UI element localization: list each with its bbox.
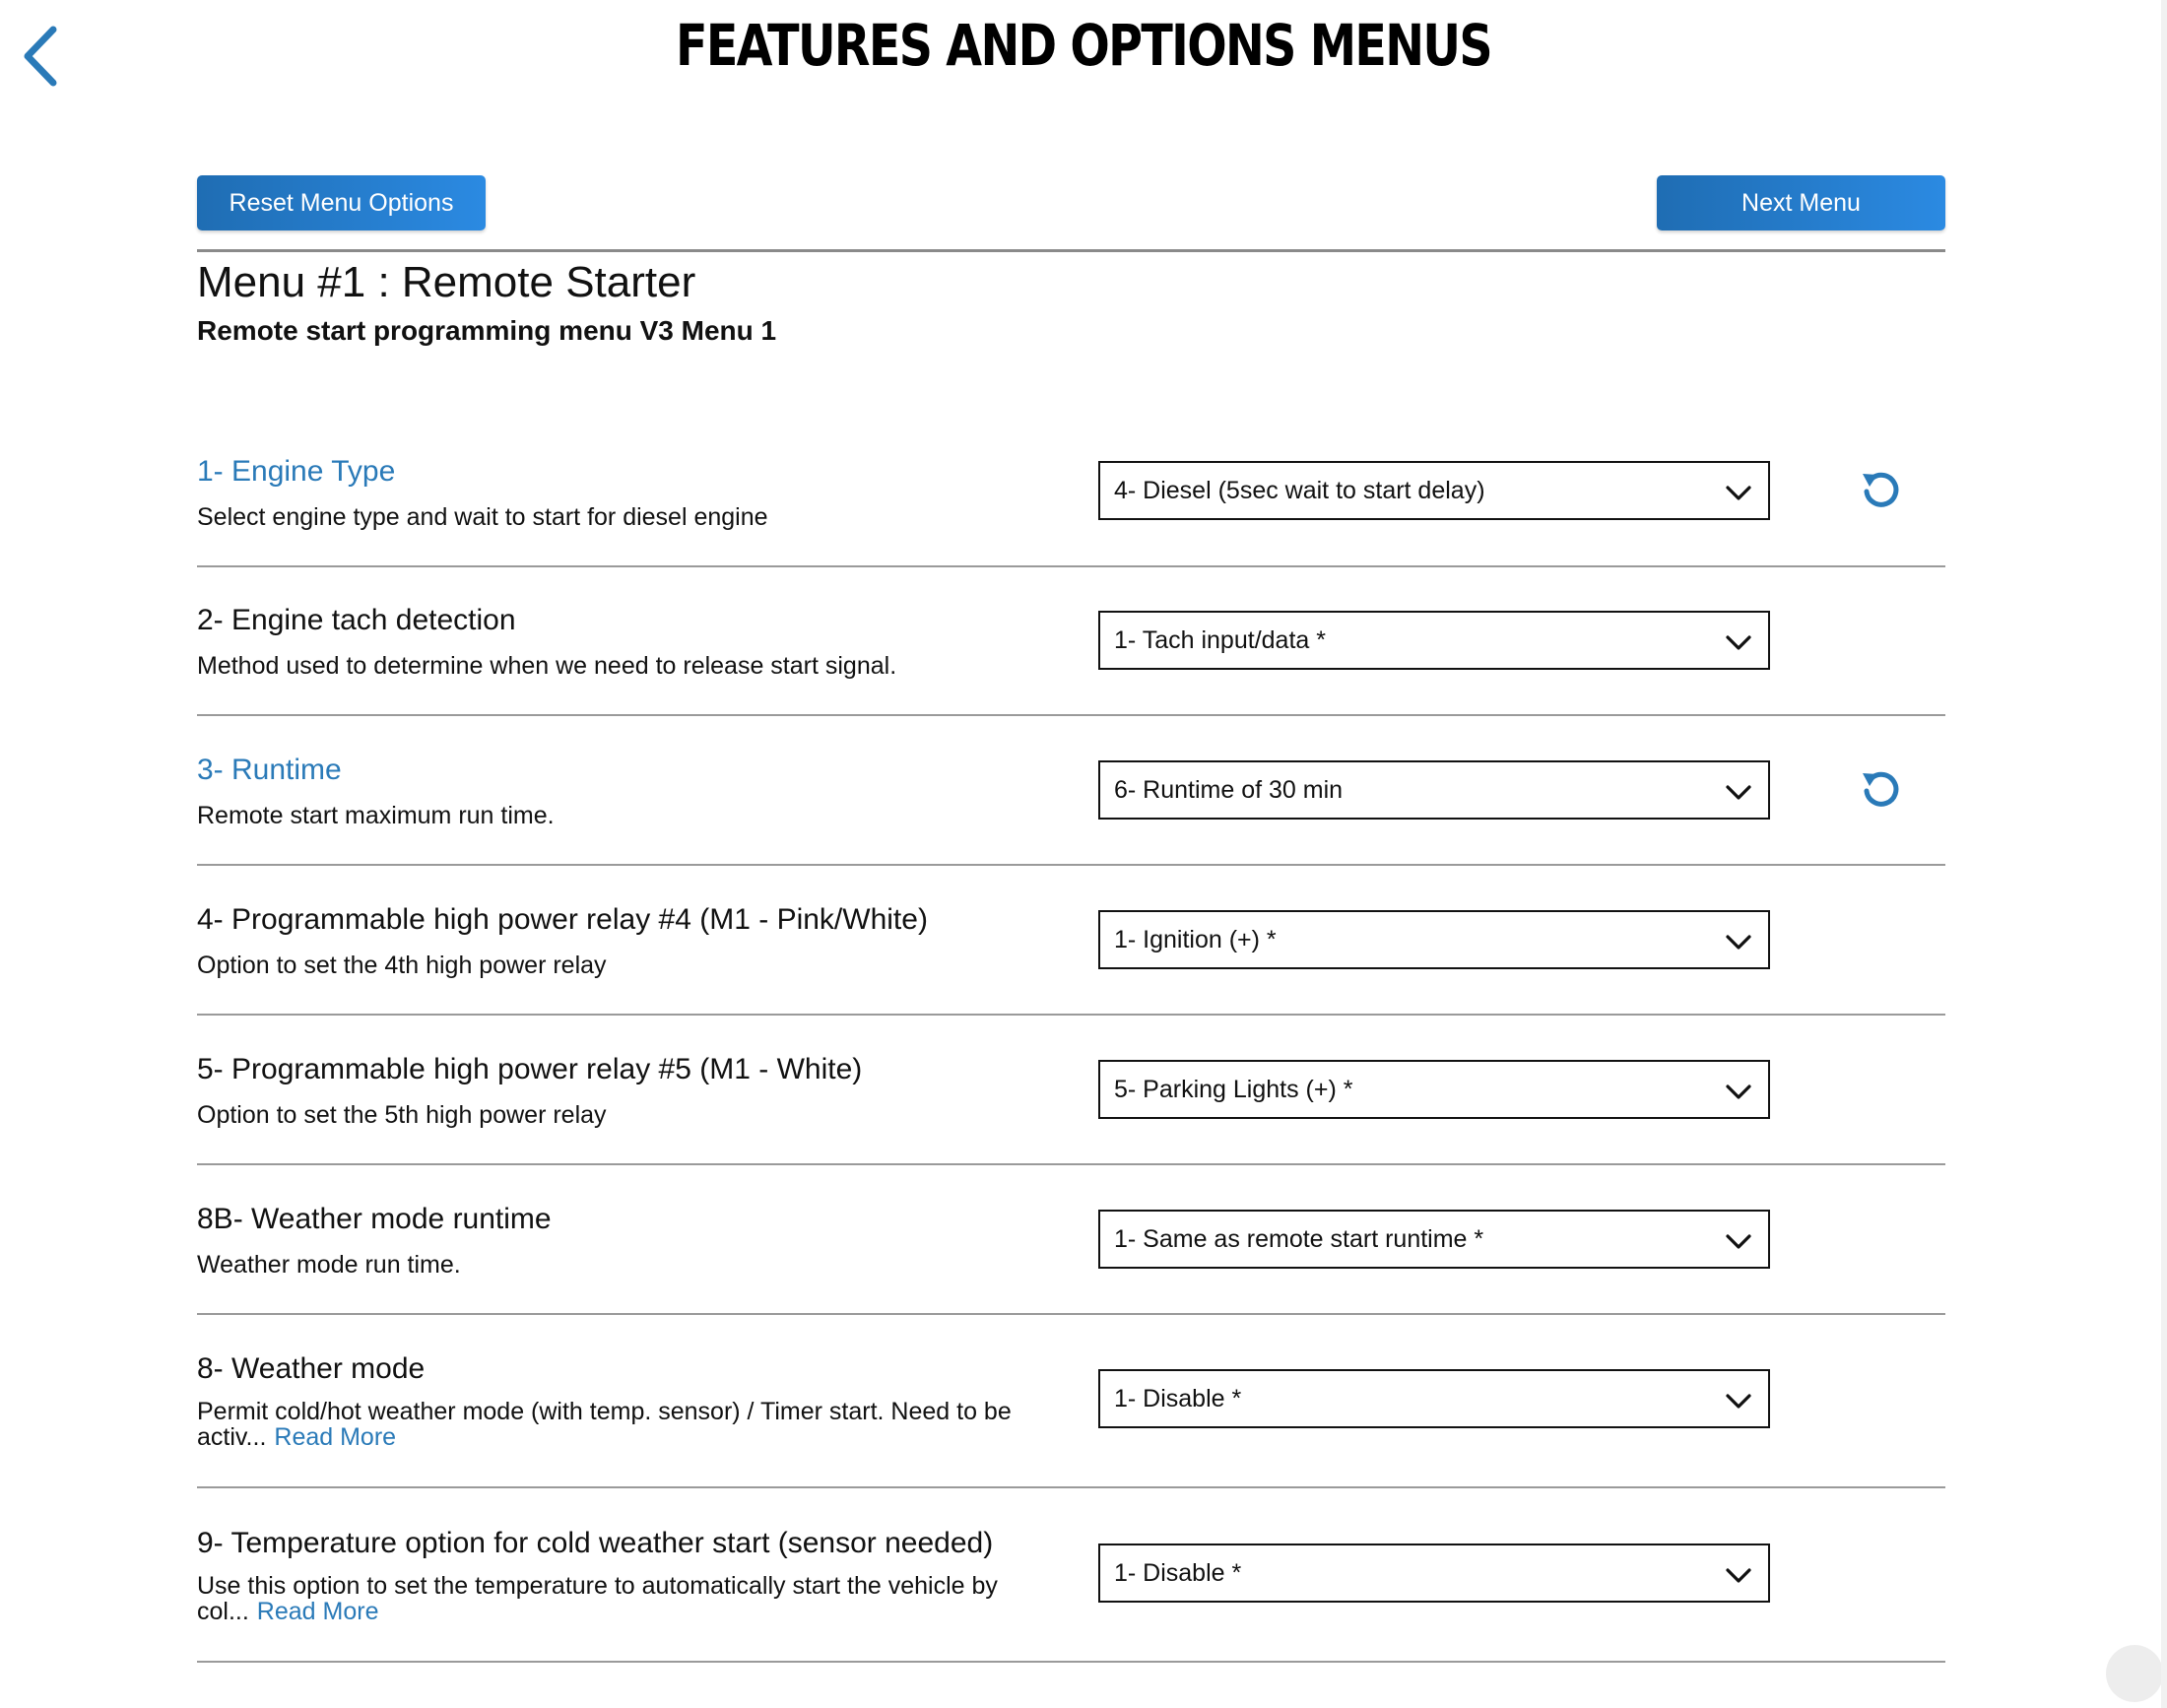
next-menu-button[interactable]: Next Menu <box>1657 175 1945 230</box>
row-divider <box>197 1313 1945 1315</box>
option-select[interactable] <box>1098 1060 1770 1119</box>
menu-subtitle: Remote start programming menu V3 Menu 1 <box>197 315 777 346</box>
reset-option-icon[interactable] <box>1859 767 1904 813</box>
select-value: 1- Disable * <box>1114 1558 1242 1587</box>
row-divider <box>197 1486 1945 1488</box>
row-divider <box>197 565 1945 567</box>
option-row <box>197 1517 1945 1663</box>
option-row <box>197 893 1945 1016</box>
select-value: 1- Ignition (+) * <box>1114 925 1277 953</box>
option-description-text: Permit cold/hot weather mode (with temp. sensor) / Timer start. Need to be activ... <box>197 1398 1012 1451</box>
reset-option-icon[interactable] <box>1859 468 1904 513</box>
header-divider <box>197 249 1945 252</box>
chevron-down-icon <box>1725 1561 1752 1589</box>
option-title: 9- Temperature option for cold weather start (sensor needed) <box>197 1527 994 1559</box>
option-title: 4- Programmable high power relay #4 (M1 - Pink/White) <box>197 903 928 936</box>
select-value: 1- Tach input/data * <box>1114 625 1326 654</box>
page-title: FEATURES AND OPTIONS MENUS <box>675 12 1492 79</box>
select-value: 4- Diesel (5sec wait to start delay) <box>1114 476 1485 504</box>
row-divider <box>197 1014 1945 1016</box>
option-description <box>197 1573 1064 1624</box>
chevron-down-icon <box>1725 1078 1752 1105</box>
select-value: 6- Runtime of 30 min <box>1114 775 1344 804</box>
option-select[interactable] <box>1098 611 1770 670</box>
chevron-down-icon <box>1725 479 1752 506</box>
option-row <box>197 1193 1945 1315</box>
floating-indicator <box>2106 1645 2163 1702</box>
option-title: 5- Programmable high power relay #5 (M1 - White) <box>197 1053 863 1085</box>
option-row <box>197 1043 1945 1165</box>
select-value: 5- Parking Lights (+) * <box>1114 1075 1353 1103</box>
option-select[interactable] <box>1098 910 1770 969</box>
menu-heading: Menu #1 : Remote Starter <box>197 258 696 306</box>
read-more-link[interactable]: Read More <box>274 1423 397 1451</box>
read-more-link[interactable]: Read More <box>256 1598 379 1625</box>
option-description: Remote start maximum run time. <box>197 802 555 829</box>
select-value: 1- Same as remote start runtime * <box>1114 1224 1484 1253</box>
option-select[interactable] <box>1098 1544 1770 1603</box>
option-title: 1- Engine Type <box>197 455 396 488</box>
option-row <box>197 1343 1945 1488</box>
option-title: 8- Weather mode <box>197 1352 426 1385</box>
option-title: 2- Engine tach detection <box>197 604 516 636</box>
chevron-down-icon <box>1725 628 1752 656</box>
option-description-text: Use this option to set the temperature to automatically start the vehicle by col... <box>197 1572 998 1625</box>
option-description: Select engine type and wait to start for diesel engine <box>197 503 768 531</box>
chevron-down-icon <box>1725 928 1752 955</box>
option-title: 8B- Weather mode runtime <box>197 1203 552 1235</box>
option-description <box>197 1399 1064 1450</box>
row-divider <box>197 714 1945 716</box>
select-value: 1- Disable * <box>1114 1384 1242 1412</box>
option-description: Method used to determine when we need to release start signal. <box>197 652 897 680</box>
option-description: Option to set the 4th high power relay <box>197 952 607 979</box>
row-divider <box>197 1661 1945 1663</box>
option-title: 3- Runtime <box>197 754 342 786</box>
chevron-down-icon <box>1725 778 1752 806</box>
back-button[interactable] <box>18 22 63 91</box>
chevron-down-icon <box>1725 1387 1752 1414</box>
option-description: Weather mode run time. <box>197 1251 461 1279</box>
chevron-left-icon <box>21 26 60 87</box>
reset-menu-options-button[interactable]: Reset Menu Options <box>197 175 486 230</box>
option-select[interactable] <box>1098 1210 1770 1269</box>
option-description: Option to set the 5th high power relay <box>197 1101 607 1129</box>
option-row <box>197 445 1945 567</box>
chevron-down-icon <box>1725 1227 1752 1255</box>
option-select[interactable] <box>1098 461 1770 520</box>
option-row <box>197 744 1945 866</box>
row-divider <box>197 1163 1945 1165</box>
scrollbar-track[interactable] <box>2161 0 2167 1708</box>
option-select[interactable] <box>1098 1369 1770 1428</box>
row-divider <box>197 864 1945 866</box>
option-row <box>197 594 1945 716</box>
option-select[interactable] <box>1098 760 1770 820</box>
